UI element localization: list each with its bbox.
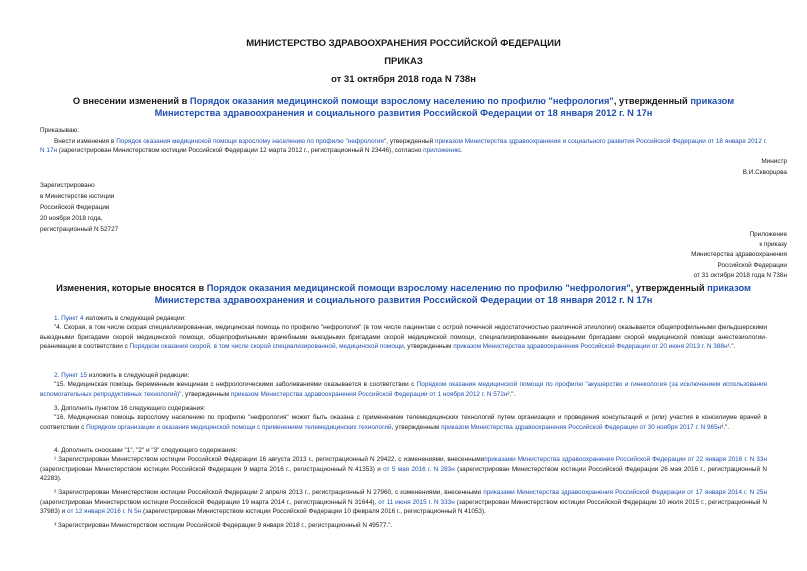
appendix-line: Приложение <box>749 231 787 238</box>
footnote-2-text: Зарегистрирован Министерством юстиции Российской Федерации 2 апреля 2013 г., регистрационный N 27960, с изменениями, внесенными <box>56 489 484 496</box>
item-2-link-order-572n[interactable]: приказом Министерства здравоохранения Российской Федерации от 1 ноября 2012 г. N 572н <box>230 390 508 398</box>
registration-line: Российской Федерации <box>40 204 110 211</box>
changes-link-order[interactable]: приказом Министерства здравоохранения и социального развития Российской Федерации от 18 января 2012 г. N 17н <box>154 283 751 305</box>
item-3-link-order-965n[interactable]: приказом Министерства здравоохранения Российской Федерации от 30 ноября 2017 г. N 965н <box>441 423 722 431</box>
item-1-quote-text: "4. Скорая, в том числе скорая специализированная, медицинская помощь по профилю "нефрология" (в том числе пациентам с острой почечной недостаточностью различной этиологии) оказывается общепрофильными фельдшерскими выездными бригадами скорой медицинской помощи, общепрофильными врачебными выездными бригадами скорой медицинской помощи, специализированными выездными бригадами скорой медицинской помощи анестезиологии-реанимации в соответствии с <box>40 324 767 351</box>
footnote-2 <box>40 488 767 517</box>
item-3-heading: 3. Дополнить пунктом 16 следующего содержания: <box>54 405 206 412</box>
item-2-quote <box>40 380 767 399</box>
order-title-prefix: О внесении изменений в <box>72 96 190 106</box>
signature-block <box>743 156 787 178</box>
item-3-quote-end: ³.". <box>721 423 730 431</box>
footnote-1-mid: (зарегистрирован Министерством юстиции Российской Федерации 9 марта 2016 г., регистрационный N 41353) и <box>40 465 384 473</box>
order-p1-mid: , утвержденный <box>386 138 436 145</box>
order-link-order-17n[interactable]: приказом Министерства здравоохранения и социального развития Российской Федерации от 18 января 2012 г. N 17н <box>40 138 767 155</box>
ministry-heading: МИНИСТЕРСТВО ЗДРАВООХРАНЕНИЯ РОССИЙСКОЙ ФЕДЕРАЦИИ <box>246 38 561 49</box>
footnote-3-mark: ³ <box>54 522 57 529</box>
item-2-quote-mid: , утвержденным <box>181 390 231 398</box>
footnote-2-link-333n[interactable]: от 11 июня 2015 г. N 333н <box>378 498 455 506</box>
item-1-quote-end: ¹.". <box>727 343 736 351</box>
order-title <box>40 95 767 119</box>
appendix-line: Российской Федерации <box>717 261 787 269</box>
item-3-quote-text: "16. Медицинская помощь взрослому населению по профилю "нефрология" может быть оказана с применением телемедицинских технологий путем организации и проведения консультаций и (или) участия в консилиуме врачей в соответствии с <box>40 414 767 431</box>
appendix-block <box>691 230 787 281</box>
registration-line: регистрационный N 52727 <box>40 226 119 233</box>
order-title-mid: , утвержденный <box>613 96 691 106</box>
registration-line: 20 ноября 2018 года, <box>40 215 103 222</box>
footnote-1-text: Зарегистрирован Министерством юстиции Российской Федерации 16 августа 2013 г., регистрационный N 29422, с изменениями, внесенными <box>56 456 485 463</box>
footnote-1-link-orders[interactable]: приказами Министерства здравоохранения Российской Федерации от 22 января 2016 г. N 33н <box>484 456 767 463</box>
footnote-1-link-283n[interactable]: от 5 мая 2016 г. N 283н <box>383 465 455 473</box>
footnote-3 <box>40 521 767 531</box>
changes-title-mid: , утвержденный <box>630 283 708 293</box>
changes-link-procedure[interactable]: Порядок оказания медицинской помощи взрослому населению по профилю "нефрология" <box>206 283 631 293</box>
appendix-line: от 31 октября 2018 года N 738н <box>693 271 787 279</box>
order-p1-text: Внести изменения в <box>54 138 117 145</box>
order-paragraph <box>40 137 767 156</box>
registration-line: Зарегистрировано <box>40 182 95 189</box>
title-link-order[interactable]: приказом Министерства здравоохранения и социального развития Российской Федерации от 18 января 2012 г. N 17н <box>154 96 735 118</box>
item-1-link[interactable]: 1. Пункт 4 <box>54 315 84 322</box>
doc-type-heading: ПРИКАЗ <box>384 56 423 67</box>
footnote-2-mid-1: (зарегистрирован Министерством юстиции Российской Федерации 19 марта 2014 г., регистрационный N 31644), <box>40 498 379 506</box>
item-2-text: изложить в следующей редакции: <box>87 372 190 379</box>
title-link-procedure[interactable]: Порядок оказания медицинской помощи взрослому населению по профилю "нефрология" <box>189 96 614 106</box>
item-2-link[interactable]: 2. Пункт 15 <box>54 372 88 379</box>
footnote-2-link-orders[interactable]: приказами Министерства здравоохранения Российской Федерации от 17 января 2014 г. N 25н <box>483 489 767 496</box>
order-intro: Приказываю: <box>40 127 80 134</box>
changes-title <box>40 282 767 306</box>
order-link-appendix[interactable]: приложению <box>423 147 461 155</box>
item-3-link-telemedicine-procedure[interactable]: Порядком организации и оказания медицинской помощи с применением телемедицинских технологий <box>86 423 392 431</box>
footnote-1-end: (зарегистрирован Министерством юстиции Российской Федерации 26 мая 2016 г., регистрационный N 42283). <box>40 465 768 483</box>
item-2-link-obstetrics-procedure[interactable]: Порядком оказания медицинской помощи по профилю "акушерство и гинекология (за исключением использования вспомогательных репродуктивных технологий)" <box>40 381 768 398</box>
appendix-line: к приказу <box>759 241 787 249</box>
item-1-quote-mid: , утвержденным <box>403 343 454 351</box>
order-p1-end: . <box>460 147 463 155</box>
signature-role: Министр <box>761 158 787 165</box>
footnote-3-text: Зарегистрирован Министерством юстиции Российской Федерации 9 января 2018 г., регистрационный N 49577.". <box>56 522 393 529</box>
item-3-quote <box>40 413 767 432</box>
footnote-2-link-5n[interactable]: от 12 января 2016 г. N 5н <box>67 508 142 516</box>
footnote-1 <box>40 455 767 484</box>
item-2-quote-end: ².". <box>507 390 516 398</box>
footnote-2-mark: ² <box>54 489 57 496</box>
item-1-link-ambulance-procedure[interactable]: Порядком оказания скорой, в том числе скорой специализированной, медицинской помощи <box>129 343 404 351</box>
item-4-heading: 4. Дополнить сносками "1", "2" и "3" следующего содержания: <box>54 447 238 454</box>
registration-line: в Министерстве юстиции <box>40 193 115 200</box>
order-link-procedure[interactable]: Порядок оказания медицинской помощи взрослому населению по профилю "нефрология" <box>116 138 387 145</box>
footnote-1-mark: ¹ <box>54 456 57 463</box>
item-3-quote-mid: , утвержденным <box>391 423 442 431</box>
appendix-line: Министерства здравоохранения <box>691 251 787 259</box>
changes-title-prefix: Изменения, которые вносятся в <box>56 283 207 293</box>
signature-name: В.И.Скворцова <box>742 169 787 176</box>
order-p1-tail: (зарегистрирован Министерством юстиции Российской Федерации 12 марта 2012 г., регистрационный N 23446), согласно <box>57 147 424 155</box>
footnote-2-mid-2: (зарегистрирован Министерством юстиции Российской Федерации 10 июля 2015 г., регистрационный N 37983) и <box>40 498 768 516</box>
item-1-link-order-388n[interactable]: приказом Министерства здравоохранения Российской Федерации от 20 июня 2013 г. N 388н <box>453 343 728 351</box>
item-1-quote <box>40 323 767 352</box>
registration-block <box>40 180 118 235</box>
footnote-2-end: (зарегистрирован Министерством юстиции Российской Федерации 10 февраля 2016 г., регистрационный N 41053). <box>141 508 486 516</box>
item-2-quote-text: "15. Медицинская помощь беременным женщинам с нефрологическими заболеваниями оказывается в соответствии с <box>54 381 417 388</box>
item-1-text: изложить в следующей редакции: <box>83 315 186 322</box>
order-date-number: от 31 октября 2018 года N 738н <box>331 74 476 85</box>
